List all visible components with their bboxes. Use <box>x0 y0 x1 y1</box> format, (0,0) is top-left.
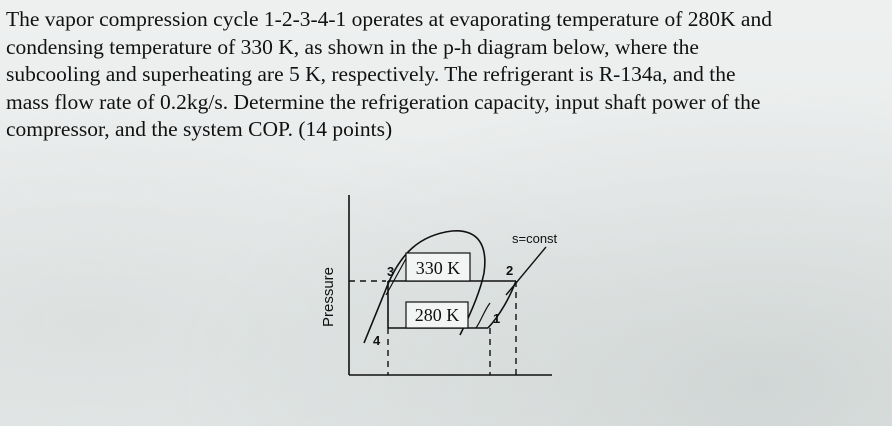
problem-line: The vapor compression cycle 1-2-3-4-1 operates at evaporating temperature of 280K and <box>6 7 772 31</box>
problem-line: mass flow rate of 0.2kg/s. Determine the refrigeration capacity, input shaft power of the <box>6 89 761 114</box>
ph-diagram <box>300 185 590 390</box>
problem-line: condensing temperature of 330 K, as shown in the p-h diagram below, where the <box>6 34 699 59</box>
y-axis-label: Pressure <box>320 266 337 328</box>
problem-line: subcooling and superheating are 5 K, respectively. The refrigerant is R-134a, and the <box>6 62 736 86</box>
state-label-2: 2 <box>506 263 514 278</box>
state-label-3: 3 <box>387 264 395 279</box>
superheat-curve <box>476 303 490 328</box>
evaporating-temp-label: 280 K <box>414 305 460 325</box>
condensing-temp-label: 330 K <box>415 258 461 278</box>
entropy-label: s=const <box>512 231 558 246</box>
state-label-1: 1 <box>493 311 501 326</box>
problem-line: compressor, and the system COP. (14 points) <box>6 117 393 141</box>
problem-statement <box>6 6 892 144</box>
state-label-4: 4 <box>373 333 381 348</box>
